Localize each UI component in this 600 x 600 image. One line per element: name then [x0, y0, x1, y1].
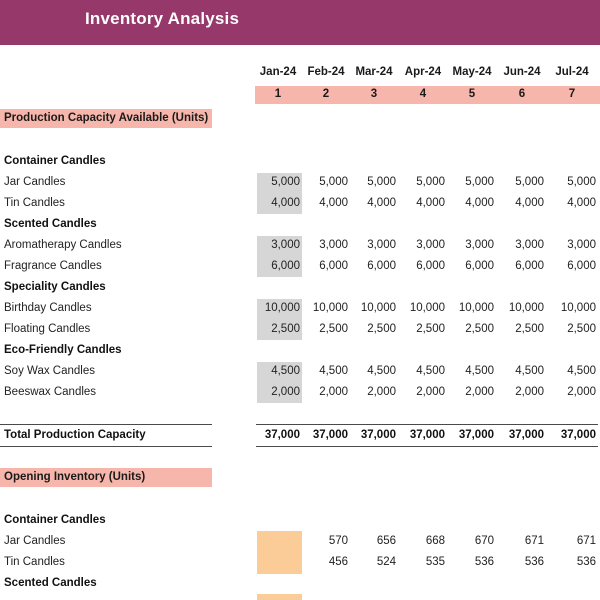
cell-value: 2,500 — [319, 323, 348, 335]
total-cell-value: 37,000 — [312, 429, 348, 441]
cell-value[interactable]: 5,000 — [271, 176, 300, 188]
cell-value: 2,000 — [416, 386, 445, 398]
table-row — [0, 257, 600, 278]
cell-value: 2,500 — [367, 323, 396, 335]
cell-value: 4,000 — [367, 197, 396, 209]
cell-value: 6,000 — [515, 260, 544, 272]
cell-value: 3,000 — [367, 239, 396, 251]
table-row — [0, 532, 600, 553]
period-number-strip — [255, 86, 600, 104]
row-label: Beeswax Candles — [4, 386, 97, 398]
table-row — [0, 320, 600, 341]
cell-value: 6,000 — [319, 260, 348, 272]
cell-value: 570 — [328, 535, 348, 547]
table-row — [0, 236, 600, 257]
cell-value[interactable]: 2,500 — [271, 323, 300, 335]
row-label: Birthday Candles — [4, 302, 92, 314]
column-header-jan: Jan-24 — [259, 66, 297, 78]
cell-value[interactable]: 3,000 — [271, 239, 300, 251]
cell-value: 2,500 — [567, 323, 596, 335]
row-label: Floating Candles — [4, 323, 91, 335]
cell-value: 2,500 — [515, 323, 544, 335]
cell-value[interactable]: 10,000 — [264, 302, 300, 314]
table-row — [0, 299, 600, 320]
total-row-bottom-border-label — [0, 446, 212, 447]
cell-value: 10,000 — [409, 302, 445, 314]
cell-value: 4,000 — [465, 197, 494, 209]
cell-value: 671 — [524, 535, 544, 547]
cell-value[interactable]: 4,000 — [271, 197, 300, 209]
cell-value: 6,000 — [416, 260, 445, 272]
cell-value: 4,500 — [567, 365, 596, 377]
period-number-3: 3 — [370, 88, 378, 100]
table-row — [0, 383, 600, 404]
cell-value: 4,500 — [319, 365, 348, 377]
table-row — [0, 553, 600, 574]
title-bar — [0, 0, 600, 45]
cell-value: 5,000 — [416, 176, 445, 188]
total-cell-value: 37,000 — [458, 429, 494, 441]
cell-value: 4,500 — [416, 365, 445, 377]
total-cell-value: 37,000 — [560, 429, 596, 441]
cell-value: 3,000 — [567, 239, 596, 251]
cell-value: 6,000 — [465, 260, 494, 272]
cell-value: 4,000 — [515, 197, 544, 209]
section-header-production-capacity — [0, 109, 212, 128]
cell-value: 4,500 — [465, 365, 494, 377]
cell-value[interactable]: 4,500 — [271, 365, 300, 377]
table-row — [0, 278, 600, 299]
column-header-months — [0, 66, 600, 82]
row-label: Eco-Friendly Candles — [4, 344, 122, 356]
row-label: Jar Candles — [4, 535, 66, 547]
cell-value: 6,000 — [567, 260, 596, 272]
table-row — [0, 511, 600, 532]
period-number-2: 2 — [322, 88, 330, 100]
cell-value: 4,000 — [567, 197, 596, 209]
cell-value: 5,000 — [567, 176, 596, 188]
cell-value: 3,000 — [319, 239, 348, 251]
cell-value: 2,500 — [416, 323, 445, 335]
cell-value: 671 — [576, 535, 596, 547]
cell-value: 4,500 — [515, 365, 544, 377]
table-row — [0, 574, 600, 595]
cell-value: 10,000 — [312, 302, 348, 314]
total-row — [0, 425, 600, 446]
cell-value: 5,000 — [367, 176, 396, 188]
period-number-4: 4 — [419, 88, 427, 100]
cell-value: 656 — [376, 535, 396, 547]
cell-value: 5,000 — [515, 176, 544, 188]
column-header-feb: Feb-24 — [307, 66, 345, 78]
column-header-jul: Jul-24 — [555, 66, 589, 78]
cell-value: 10,000 — [508, 302, 544, 314]
page-title: Inventory Analysis — [85, 9, 240, 28]
cell-value[interactable]: 2,000 — [271, 386, 300, 398]
cell-value: 2,000 — [367, 386, 396, 398]
cell-value: 6,000 — [367, 260, 396, 272]
cell-value: 4,000 — [416, 197, 445, 209]
cell-value: 670 — [474, 535, 494, 547]
cell-value: 2,000 — [515, 386, 544, 398]
section-header-production-capacity-label: Production Capacity Available (Units) — [4, 112, 209, 124]
table-row — [0, 341, 600, 362]
row-label: Aromatherapy Candles — [4, 239, 122, 251]
cell-value: 536 — [474, 556, 494, 568]
row-label: Tin Candles — [4, 556, 65, 568]
section-header-opening-inventory — [0, 468, 212, 487]
total-row-bottom-border-values — [256, 446, 598, 447]
total-cell-value: 37,000 — [508, 429, 544, 441]
cell-value: 536 — [524, 556, 544, 568]
cell-value: 2,000 — [465, 386, 494, 398]
row-label: Container Candles — [4, 155, 106, 167]
cell-value: 10,000 — [360, 302, 396, 314]
table-row — [0, 173, 600, 194]
cell-value: 2,000 — [567, 386, 596, 398]
cell-value: 536 — [576, 556, 596, 568]
period-number-5: 5 — [468, 88, 476, 100]
row-label: Tin Candles — [4, 197, 65, 209]
period-number-6: 6 — [518, 88, 526, 100]
row-label: Jar Candles — [4, 176, 66, 188]
cell-value[interactable]: 6,000 — [271, 260, 300, 272]
cell-value: 4,000 — [319, 197, 348, 209]
cell-value: 4,500 — [367, 365, 396, 377]
period-number-1: 1 — [274, 88, 282, 100]
cell-value: 3,000 — [416, 239, 445, 251]
cell-value: 456 — [328, 556, 348, 568]
row-label: Scented Candles — [4, 218, 97, 230]
column-header-jun: Jun-24 — [503, 66, 541, 78]
column-header-mar: Mar-24 — [355, 66, 393, 78]
column-header-may: May-24 — [452, 66, 492, 78]
period-number-7: 7 — [568, 88, 576, 100]
row-label: Soy Wax Candles — [4, 365, 95, 377]
section-header-opening-inventory-label: Opening Inventory (Units) — [4, 471, 146, 483]
row-label: Speciality Candles — [4, 281, 106, 293]
cell-value: 5,000 — [465, 176, 494, 188]
table-row — [0, 215, 600, 236]
table-row — [0, 362, 600, 383]
cell-value: 668 — [425, 535, 445, 547]
cell-value: 10,000 — [458, 302, 494, 314]
cell-value: 524 — [376, 556, 396, 568]
cell-value: 535 — [425, 556, 445, 568]
cell-value: 2,000 — [319, 386, 348, 398]
total-row-label: Total Production Capacity — [4, 429, 146, 441]
row-label: Container Candles — [4, 514, 106, 526]
table-row — [0, 152, 600, 173]
total-cell-value: 37,000 — [264, 429, 300, 441]
cell-value: 2,500 — [465, 323, 494, 335]
table-row — [0, 194, 600, 215]
row-label: Scented Candles — [4, 577, 97, 589]
total-cell-value: 37,000 — [409, 429, 445, 441]
cell-value: 10,000 — [560, 302, 596, 314]
cell-value: 5,000 — [319, 176, 348, 188]
total-cell-value: 37,000 — [360, 429, 396, 441]
cell-value: 3,000 — [515, 239, 544, 251]
column-header-apr: Apr-24 — [404, 66, 442, 78]
row-label: Fragrance Candles — [4, 260, 102, 272]
cell-value: 3,000 — [465, 239, 494, 251]
